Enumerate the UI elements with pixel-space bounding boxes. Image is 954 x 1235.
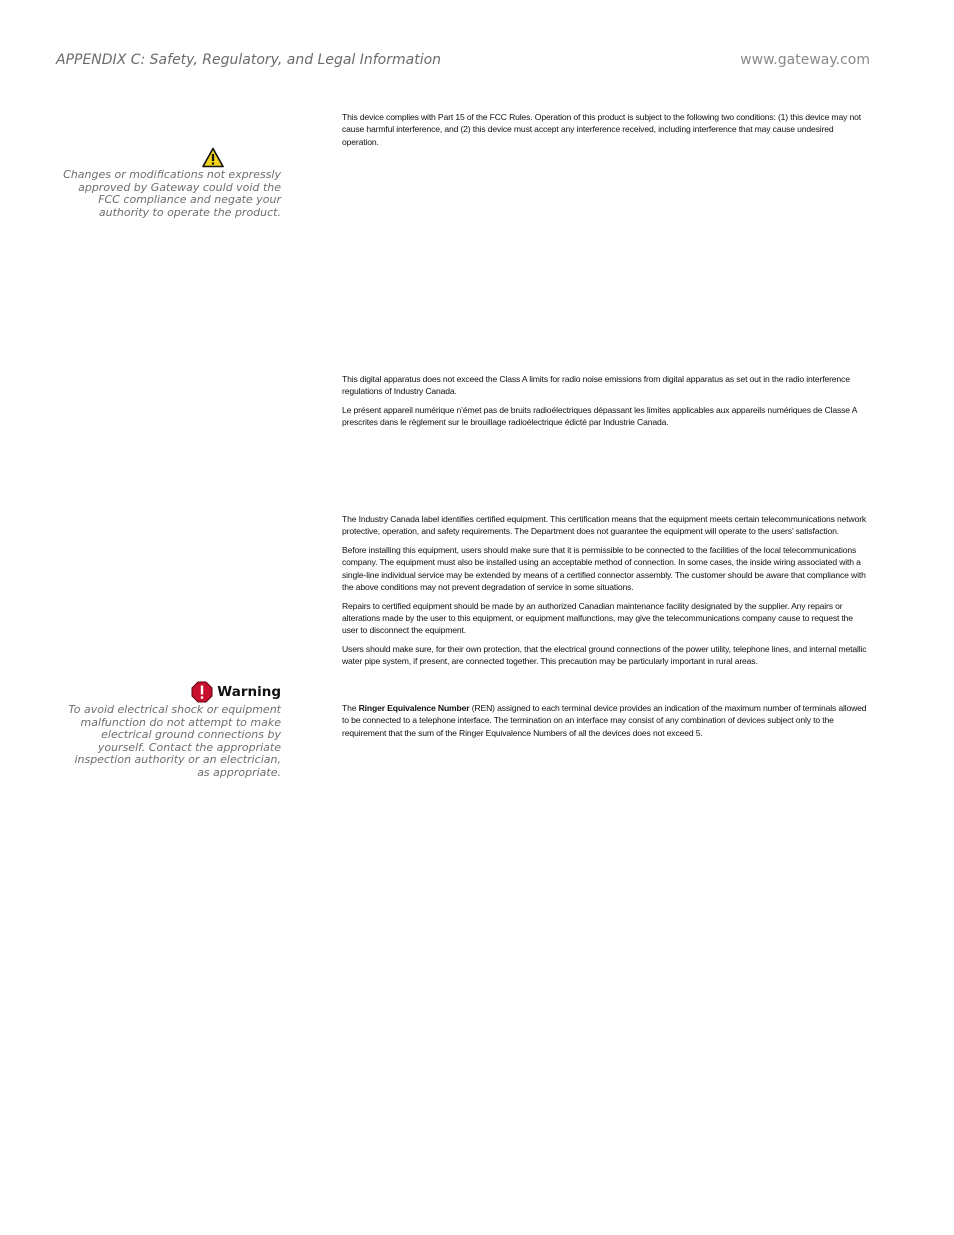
ren-text: (REN) assigned to each terminal device provides an indication of the maximum number of terminals allowed to be connected to a telephone interface. The termination on an interface may consist of any combination of devices subject only to the requirement that the sum of the Ringer Equivalence Numbers of all the devices does not exceed 5. <box>342 703 867 738</box>
paragraph: Repairs to certified equipment should be made by an authorized Canadian maintenance facility designated by the supplier. Any repairs or alterations made by the user to this equipment, or equipment malfunctions, may give the telecommunications company cause to request the user to disconnect the equipment. <box>342 600 853 636</box>
ren-term: Ringer Equivalence Number <box>358 703 470 713</box>
canada-class-a-section <box>342 373 870 435</box>
paragraph: Users should make sure, for their own protection, that the electrical ground connections of the power utility, telephone lines, and internal metallic water pipe system, if present, are connected together. This precaution may be particularly important in rural areas. <box>342 644 867 667</box>
paragraph: This digital apparatus does not exceed the Class A limits for radio noise emissions from digital apparatus as set out in the radio interference regulations of Industry Canada. <box>342 374 850 397</box>
ren-prefix: The <box>342 703 357 713</box>
warning-note <box>60 681 281 780</box>
paragraph: Before installing this equipment, users should make sure that it is permissible to be connected to the facilities of the local telecommunications company. The equipment must also be installed using an acceptable method of connection. In some cases, the inside wiring associated with a single-line individual service may be extended by means of a certified connector assembly. The customer should be aware that compliance with the above conditions may not prevent degradation of service in some situations. <box>342 545 866 592</box>
warning-exclamation-icon <box>191 681 213 703</box>
ren-paragraph <box>342 702 870 739</box>
paragraph: The Industry Canada label identifies certified equipment. This certification means that the equipment meets certain telecommunications network protective, operation, and safety requirements. The Department does not guarantee the equipment will operate to the users’ satisfaction. <box>342 514 867 537</box>
ren-section <box>342 702 870 745</box>
warning-note-text: To avoid electrical shock or equipment malfunction do not attempt to make electrical ground connections by yourself. Contact the appropriate inspection authority or an electrician, as appropriate. <box>68 703 281 779</box>
paragraph-french: Le présent appareil numérique n’émet pas de bruits radioélectriques dépassant les limites applicables aux appareils numériques de Classe A prescrites dans le règlement sur le brouillage radioélectrique édicté par Industrie Canada. <box>342 405 857 428</box>
canada-telecom-section <box>342 513 870 674</box>
paragraph: This device complies with Part 15 of the FCC Rules. Operation of this product is subject to the following two conditions: (1) this device may not cause harmful interference, and (2) this device must accept any interference received, including interference that may cause undesired operation. <box>342 112 861 147</box>
caution-triangle-icon <box>202 147 224 168</box>
fcc-part15-section <box>342 111 870 154</box>
warning-header <box>60 681 281 703</box>
page-header-title: APPENDIX C: Safety, Regulatory, and Legal Information <box>56 52 442 68</box>
warning-label: Warning <box>217 683 281 700</box>
caution-note <box>60 147 281 219</box>
website-link[interactable]: www.gateway.com <box>740 52 870 68</box>
caution-note-text: Changes or modifications not expressly approved by Gateway could void the FCC compliance and negate your authority to operate the product. <box>63 168 281 219</box>
